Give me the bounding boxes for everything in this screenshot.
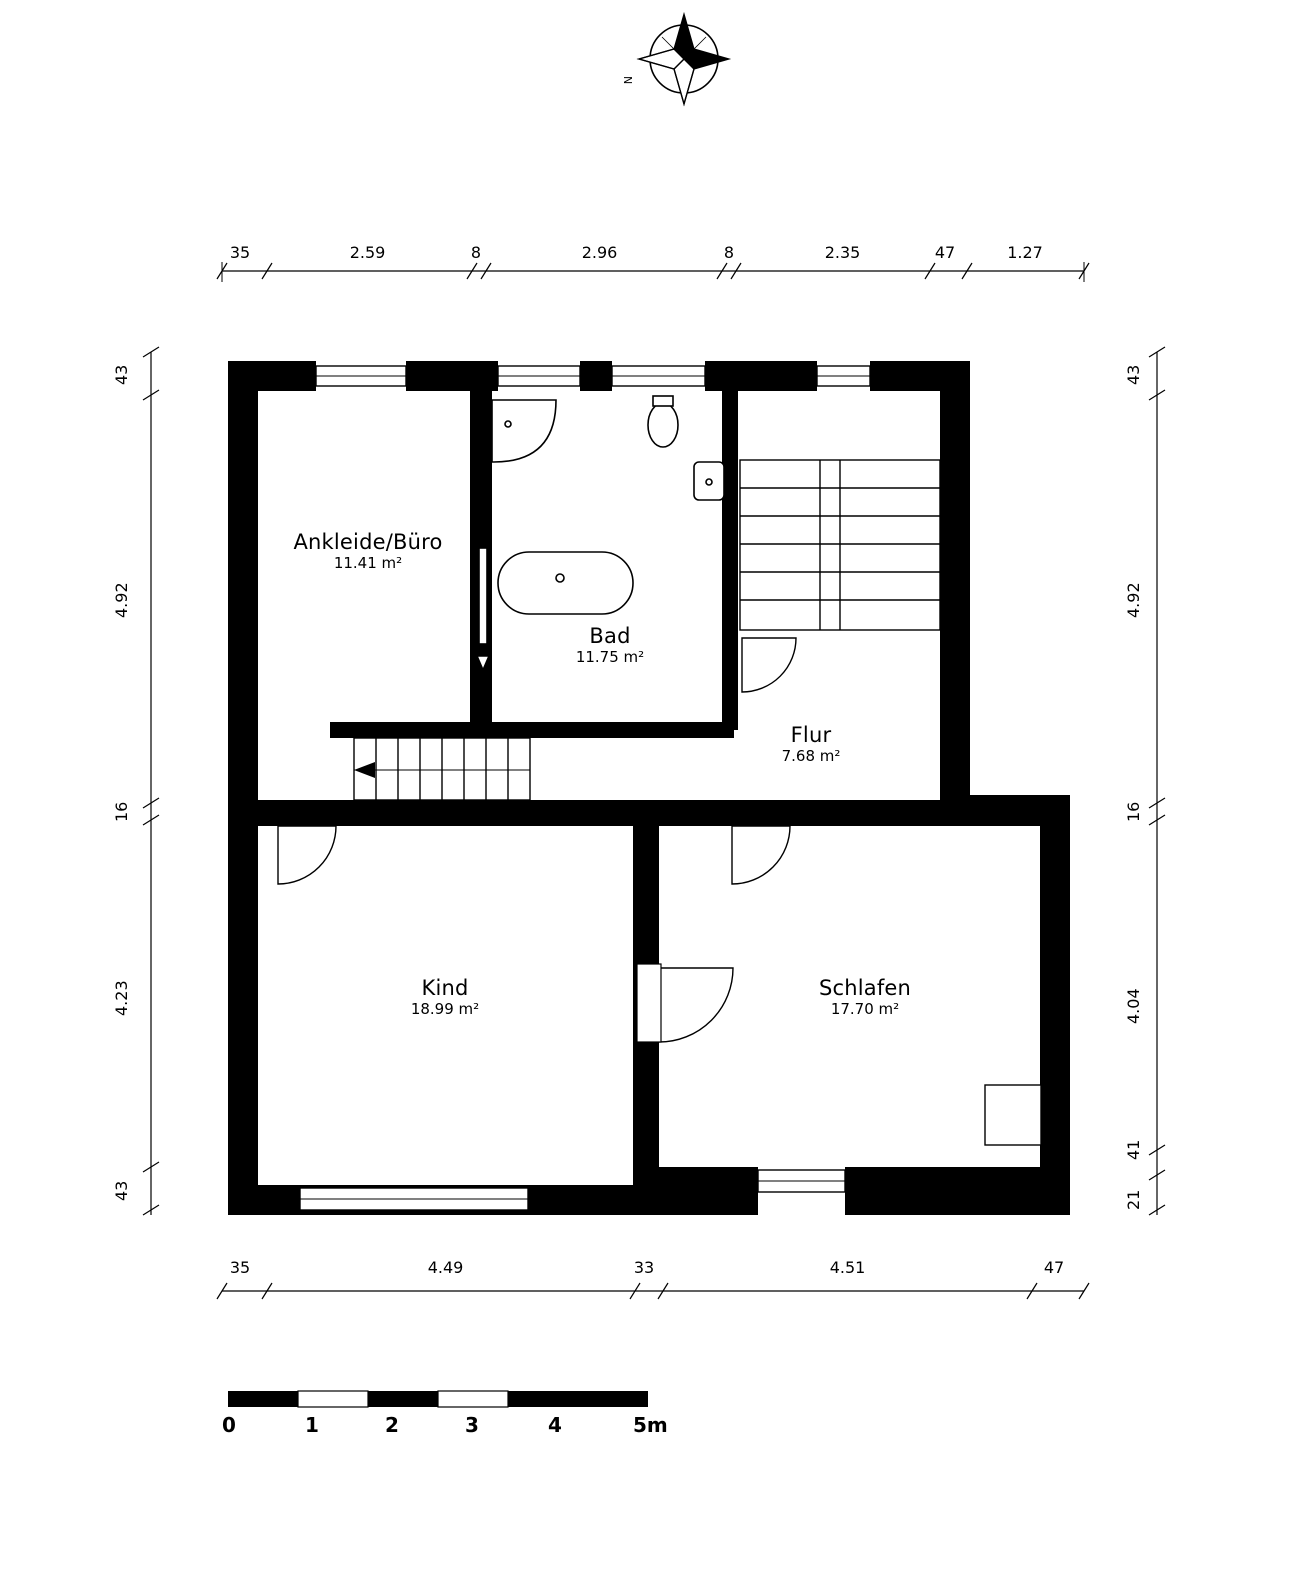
- dim-right-3: 4.04: [1124, 988, 1143, 1024]
- room-name: Schlafen: [818, 976, 912, 1000]
- dim-right-0: 43: [1124, 364, 1143, 386]
- dim-top-7: 1.27: [1007, 243, 1043, 262]
- room-area: 11.75 m²: [575, 648, 645, 666]
- scale-label-0: 0: [222, 1413, 236, 1437]
- dim-bottom-0: 35: [229, 1258, 251, 1277]
- dimension-line-right: [1149, 347, 1165, 1215]
- room-label-kind: [345, 976, 545, 1018]
- compass-rose: [639, 14, 729, 104]
- dim-right-1: 4.92: [1124, 582, 1143, 618]
- dim-top-1: 2.59: [349, 243, 386, 262]
- dim-bottom-2: 33: [633, 1258, 655, 1277]
- scale-label-5: 5m: [633, 1413, 668, 1437]
- dim-bottom-3: 4.51: [829, 1258, 866, 1277]
- dim-right-2: 16: [1124, 801, 1143, 823]
- dim-top-3: 2.96: [581, 243, 618, 262]
- dim-top-4: 8: [723, 243, 735, 262]
- scale-label-1: 1: [305, 1413, 319, 1437]
- dim-left-3: 4.23: [112, 980, 131, 1016]
- dim-bottom-1: 4.49: [427, 1258, 464, 1277]
- compass-north-label: N: [622, 76, 635, 85]
- dimension-line-left: [143, 347, 159, 1215]
- room-label-ankleide: [268, 530, 468, 572]
- dim-right-4: 41: [1124, 1139, 1143, 1161]
- room-label-flur: [716, 723, 906, 765]
- room-area: 17.70 m²: [830, 1000, 900, 1018]
- dim-top-0: 35: [229, 243, 251, 262]
- scale-label-4: 4: [548, 1413, 562, 1437]
- dim-left-2: 16: [112, 801, 131, 823]
- staircase-lower: [354, 738, 530, 800]
- room-area: 7.68 m²: [781, 747, 841, 765]
- dimension-line-bottom: [217, 1283, 1089, 1299]
- dim-left-4: 43: [112, 1180, 131, 1202]
- room-area: 11.41 m²: [333, 554, 403, 572]
- room-name: Kind: [421, 976, 469, 1000]
- dim-left-0: 43: [112, 364, 131, 386]
- scale-bar: [228, 1391, 648, 1407]
- room-name: Bad: [589, 624, 631, 648]
- room-label-bad: [515, 624, 705, 666]
- dim-left-1: 4.92: [112, 582, 131, 618]
- scale-label-3: 3: [465, 1413, 479, 1437]
- dim-right-5: 21: [1124, 1189, 1143, 1211]
- dim-top-5: 2.35: [824, 243, 861, 262]
- room-name: Flur: [790, 723, 832, 747]
- scale-label-2: 2: [385, 1413, 399, 1437]
- room-label-schlafen: [765, 976, 965, 1018]
- dim-bottom-4: 47: [1043, 1258, 1065, 1277]
- room-name: Ankleide/Büro: [293, 530, 443, 554]
- room-area: 18.99 m²: [410, 1000, 480, 1018]
- dim-top-2: 8: [470, 243, 482, 262]
- dim-top-6: 47: [934, 243, 956, 262]
- dimension-line-top: [217, 262, 1089, 282]
